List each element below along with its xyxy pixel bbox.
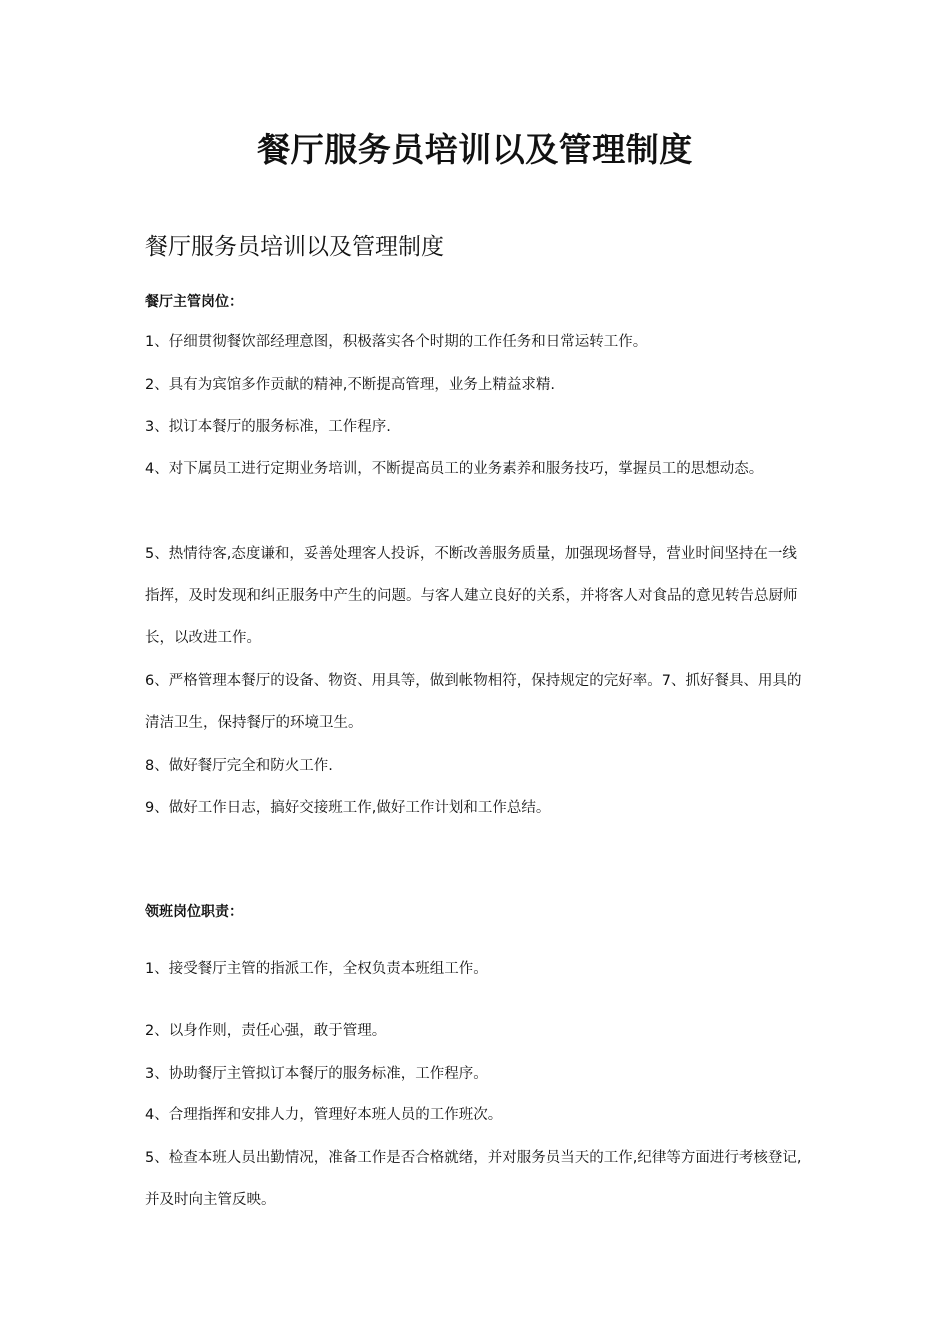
supervisor-item-4: 4、对下属员工进行定期业务培训，不断提高员工的业务素养和服务技巧，掌握员工的思想动态。 xyxy=(145,461,764,477)
supervisor-item-8: 8、做好餐厅完全和防火工作. xyxy=(145,758,333,774)
document-title: 餐厅服务员培训以及管理制度 xyxy=(257,130,693,169)
team-leader-item-1: 1、接受餐厅主管的指派工作，全权负责本班组工作。 xyxy=(145,961,488,977)
document-subtitle: 餐厅服务员培训以及管理制度 xyxy=(145,234,444,260)
supervisor-item-2: 2、具有为宾馆多作贡献的精神,不断提高管理，业务上精益求精. xyxy=(145,377,555,393)
supervisor-heading: 餐厅主管岗位： xyxy=(145,294,243,310)
team-leader-item-4: 4、合理指挥和安排人力，管理好本班人员的工作班次。 xyxy=(145,1107,503,1123)
supervisor-item-1: 1、仔细贯彻餐饮部经理意图，积极落实各个时期的工作任务和日常运转工作。 xyxy=(145,334,648,350)
supervisor-item-5: 5、热情待客,态度谦和，妥善处理客人投诉，不断改善服务质量，加强现场督导，营业时间坚持在一线指挥，及时发现和纠正服务中产生的问题。与客人建立良好的关系，并将客人对食品的意见转告总厨师长，以改进工作。 xyxy=(145,546,798,646)
team-leader-heading: 领班岗位职责： xyxy=(145,904,243,920)
supervisor-item-3: 3、拟订本餐厅的服务标准，工作程序. xyxy=(145,419,391,435)
team-leader-item-3: 3、协助餐厅主管拟订本餐厅的服务标准，工作程序。 xyxy=(145,1066,488,1082)
supervisor-item-9: 9、做好工作日志，搞好交接班工作,做好工作计划和工作总结。 xyxy=(145,800,551,816)
team-leader-item-2: 2、以身作则，责任心强，敢于管理。 xyxy=(145,1023,387,1039)
team-leader-item-5: 5、检查本班人员出勤情况，准备工作是否合格就绪，并对服务员当天的工作,纪律等方面进行考核登记,并及时向主管反映。 xyxy=(145,1150,802,1208)
supervisor-item-6: 6、严格管理本餐厅的设备、物资、用具等，做到帐物相符，保持规定的完好率。7、抓好餐具、用具的清洁卫生，保持餐厅的环境卫生。 xyxy=(145,673,802,731)
